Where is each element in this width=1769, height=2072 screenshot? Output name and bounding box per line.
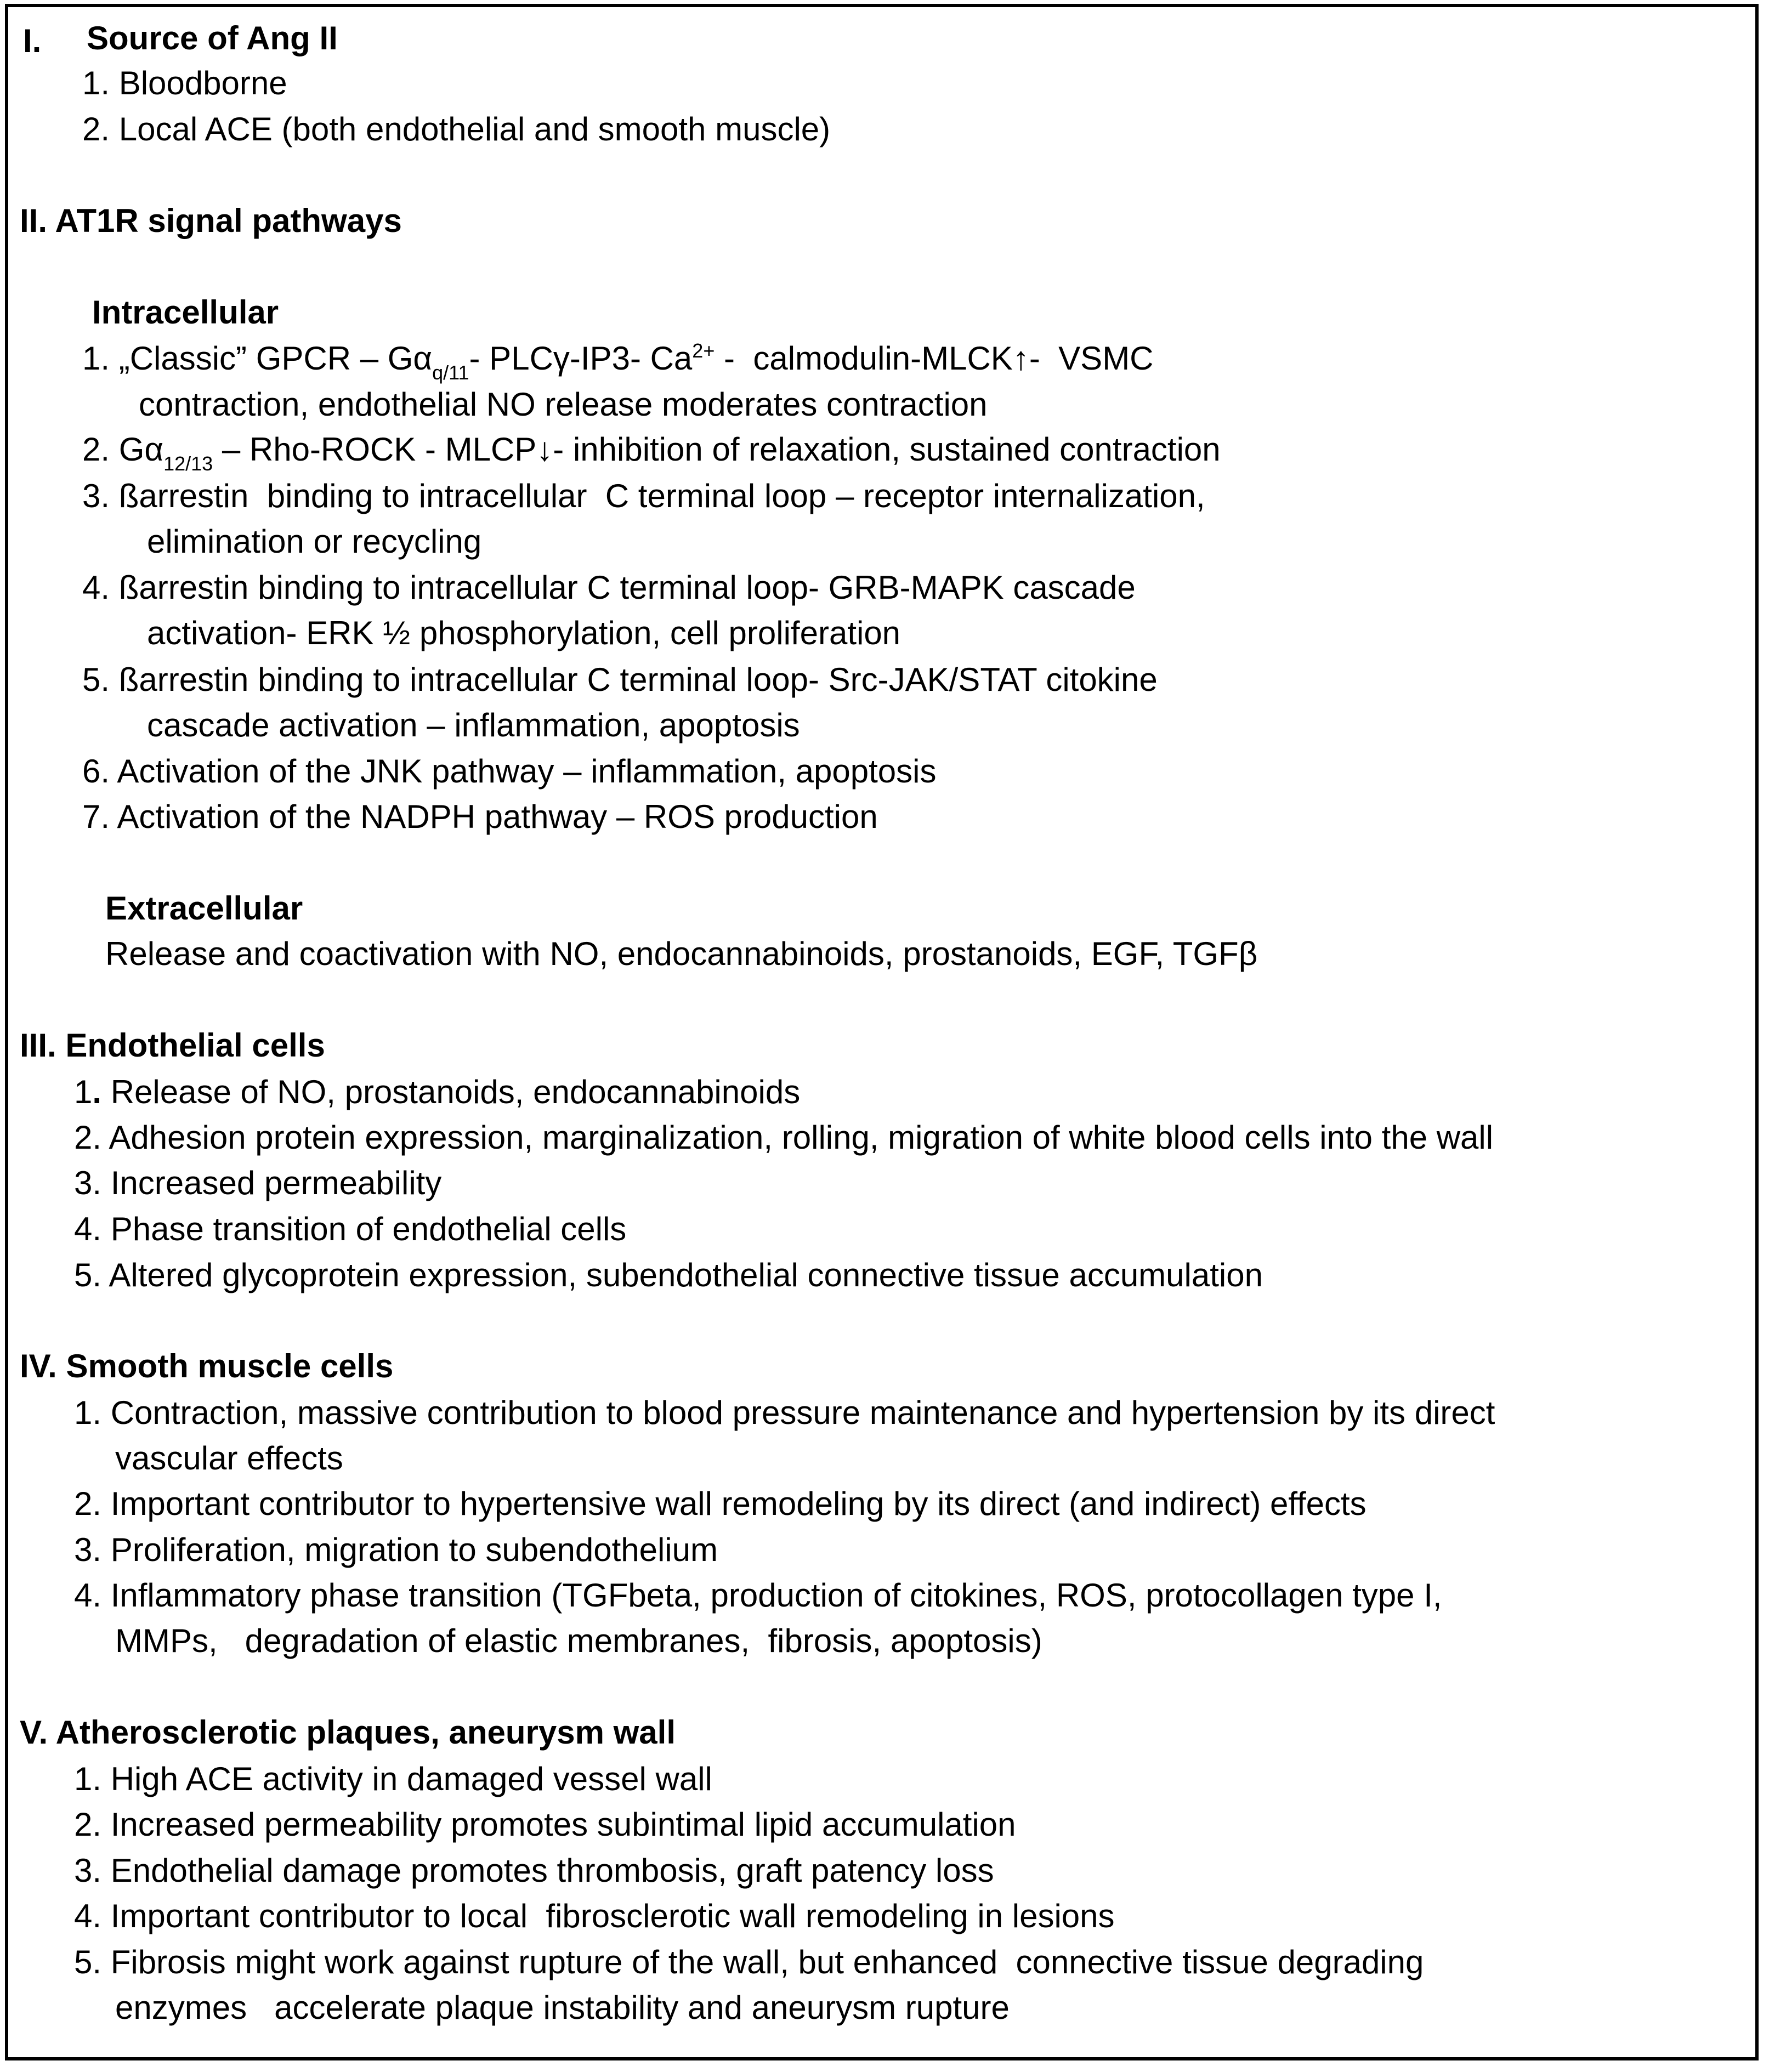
- plaque-item: 2. Increased permeability promotes subintimal lipid accumulation: [74, 1806, 1016, 1843]
- endothelial-item: 5. Altered glycoprotein expression, subendothelial connective tissue accumulation: [74, 1257, 1263, 1293]
- intracellular-item-continuation: cascade activation – inflammation, apoptosis: [147, 707, 800, 743]
- intracellular-item-continuation: contraction, endothelial NO release moderates contraction: [139, 386, 988, 423]
- smooth-muscle-item: 4. Inflammatory phase transition (TGFbeta, production of citokines, ROS, protocollagen type I,: [74, 1577, 1442, 1614]
- plaque-item: 5. Fibrosis might work against rupture of the wall, but enhanced connective tissue degrading: [74, 1944, 1424, 1980]
- plaque-item-continuation: enzymes accelerate plaque instability and aneurysm rupture: [115, 1989, 1010, 2026]
- intracellular-item: 3. ßarrestin binding to intracellular C terminal loop – receptor internalization,: [82, 478, 1205, 514]
- smooth-muscle-item-continuation: MMPs, degradation of elastic membranes, fibrosis, apoptosis): [115, 1622, 1042, 1659]
- smooth-muscle-item: 1. Contraction, massive contribution to blood pressure maintenance and hypertension by its direct: [74, 1394, 1495, 1431]
- plaque-item: 1. High ACE activity in damaged vessel wall: [74, 1761, 712, 1797]
- intracellular-item-continuation: elimination or recycling: [147, 523, 482, 560]
- plaque-item: 3. Endothelial damage promotes thrombosis, graft patency loss: [74, 1852, 994, 1889]
- intracellular-item: 6. Activation of the JNK pathway – inflammation, apoptosis: [82, 753, 937, 790]
- section-1-item: 1. Bloodborne: [82, 65, 287, 101]
- section-1-number: I.: [23, 22, 42, 59]
- section-5-title: V. Atherosclerotic plaques, aneurysm wall: [20, 1714, 676, 1751]
- endothelial-item: 2. Adhesion protein expression, marginalization, rolling, migration of white blood cells into the wall: [74, 1119, 1494, 1156]
- section-3-title: III. Endothelial cells: [20, 1027, 325, 1064]
- section-2-title: II. AT1R signal pathways: [20, 202, 402, 239]
- intracellular-item: 5. ßarrestin binding to intracellular C terminal loop- Src-JAK/STAT citokine: [82, 661, 1158, 698]
- section-4-title: IV. Smooth muscle cells: [20, 1348, 394, 1384]
- smooth-muscle-item: 2. Important contributor to hypertensive wall remodeling by its direct (and indirect) effects: [74, 1485, 1367, 1522]
- section-1-title: Source of Ang II: [87, 20, 338, 56]
- smooth-muscle-item-continuation: vascular effects: [115, 1440, 343, 1477]
- endothelial-item: 4. Phase transition of endothelial cells: [74, 1211, 627, 1247]
- intracellular-item-continuation: activation- ERK ½ phosphorylation, cell proliferation: [147, 615, 901, 651]
- plaque-item: 4. Important contributor to local fibrosclerotic wall remodeling in lesions: [74, 1898, 1115, 1934]
- intracellular-item: 7. Activation of the NADPH pathway – ROS production: [82, 798, 878, 835]
- intracellular-item: 2. $G\alpha_{12/13}$ – Rho-ROCK - MLCP↓- inhibition of relaxation, sustained contraction: [82, 431, 1221, 475]
- smooth-muscle-item: 3. Proliferation, migration to subendothelium: [74, 1531, 718, 1568]
- intracellular-item: 4. ßarrestin binding to intracellular C terminal loop- GRB-MAPK cascade: [82, 569, 1136, 606]
- intracellular-item: 1. „Classic” GPCR – $G\alpha_{q/11}-$ PLCγ-IP3- $Ca^{2+}$ - calmodulin-MLCK↑- VSMC: [82, 339, 1154, 384]
- extracellular-heading: Extracellular: [105, 890, 303, 927]
- extracellular-text: Release and coactivation with NO, endocannabinoids, prostanoids, EGF, TGFβ: [105, 935, 1258, 972]
- endothelial-item: 1. Release of NO, prostanoids, endocannabinoids: [74, 1074, 801, 1110]
- endothelial-item: 3. Increased permeability: [74, 1165, 442, 1201]
- section-1-item: 2. Local ACE (both endothelial and smooth muscle): [82, 111, 831, 147]
- intracellular-heading: Intracellular: [92, 294, 279, 331]
